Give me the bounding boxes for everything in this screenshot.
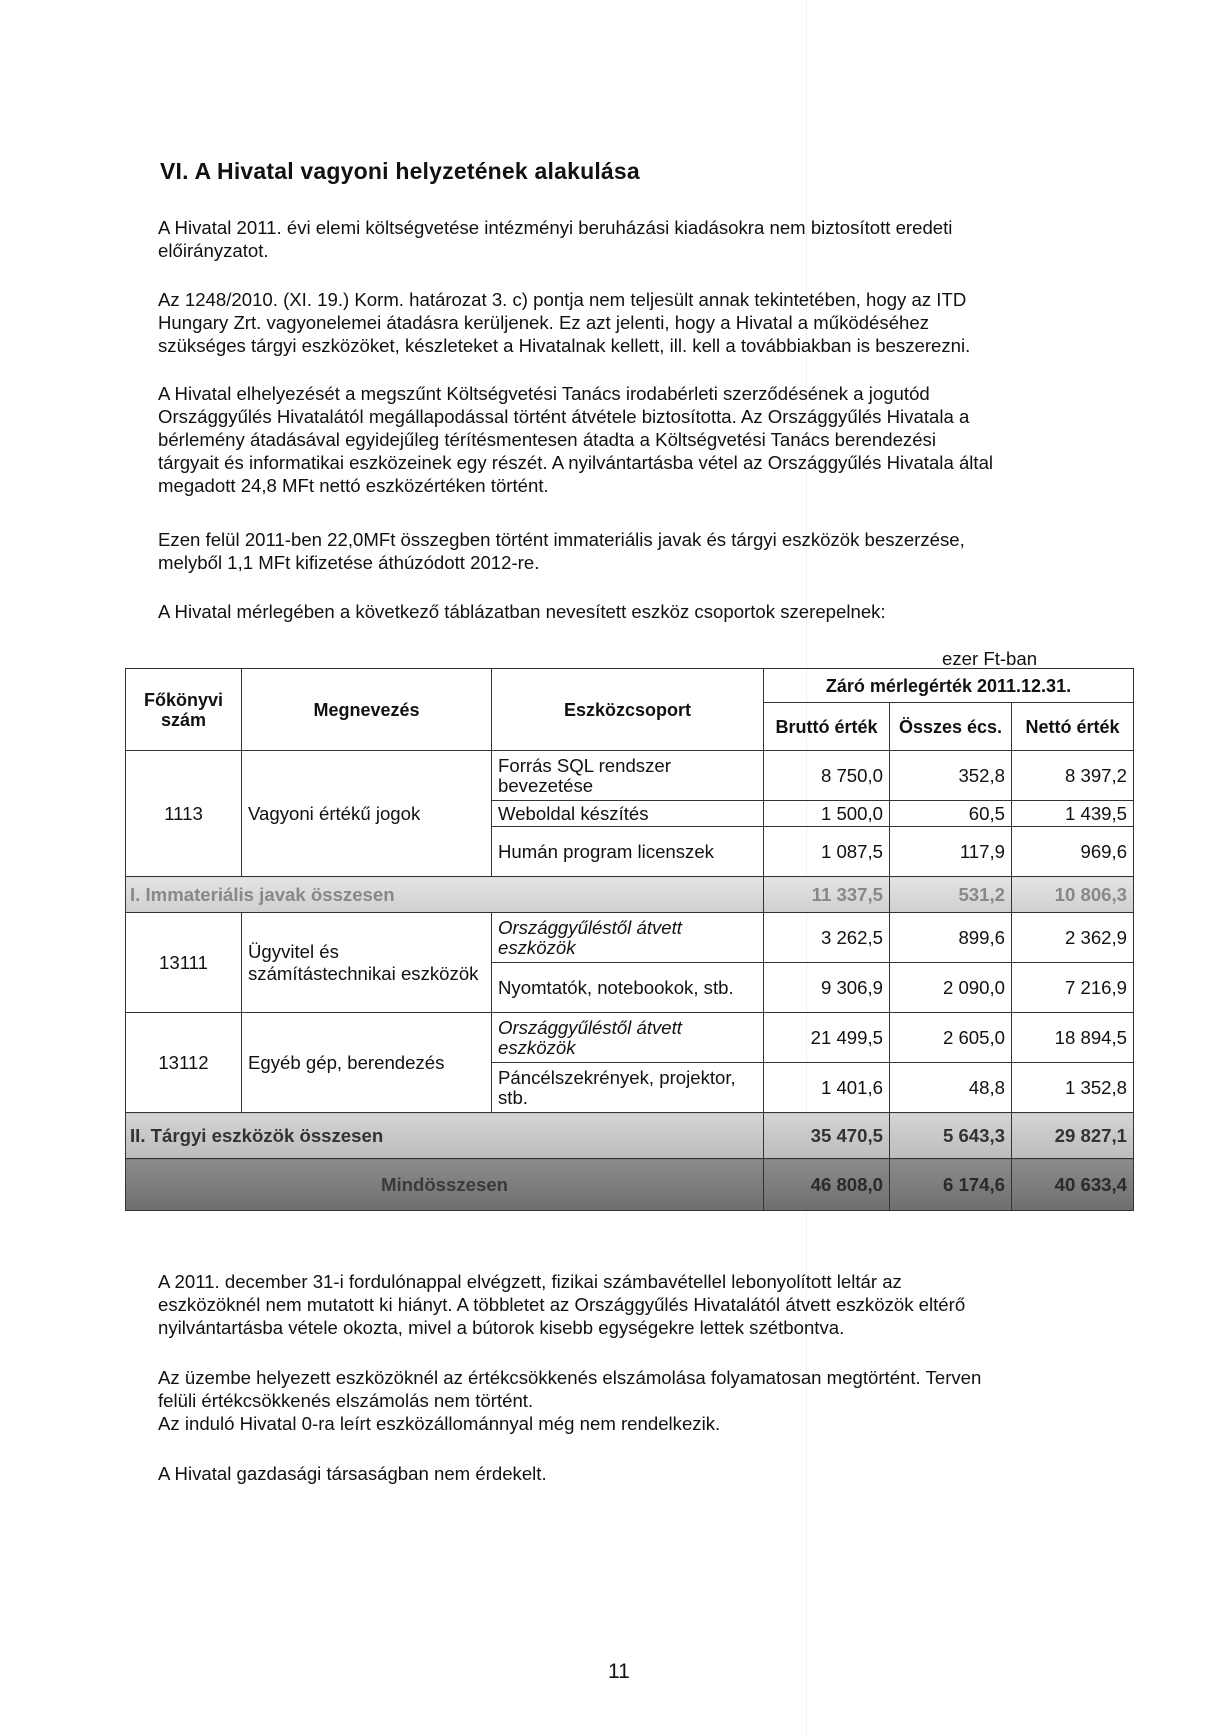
net-cell: 8 397,2 [1012, 751, 1134, 801]
gross-cell: 9 306,9 [764, 963, 890, 1013]
dep-cell: 60,5 [890, 801, 1012, 827]
text-line: tárgyait és informatikai eszközeinek egy részét. A nyilvántartásba vétel az Országgyűlés Hivatala által [158, 452, 994, 473]
dep-cell: 6 174,6 [890, 1159, 1012, 1211]
text-line: A Hivatal 2011. évi elemi költségvetése intézményi beruházási kiadásokra nem biztosított eredeti [158, 217, 953, 238]
gross-cell: 46 808,0 [764, 1159, 890, 1211]
net-cell: 40 633,4 [1012, 1159, 1134, 1211]
paragraph-7 [158, 1366, 1096, 1435]
dep-cell: 117,9 [890, 827, 1012, 877]
text-line: felüli értékcsökkenés elszámolás nem történt. [158, 1390, 534, 1411]
net-cell: 969,6 [1012, 827, 1134, 877]
paragraph-8 [158, 1462, 1096, 1485]
header-ledger-number: Főkönyvi szám [126, 669, 242, 751]
header-total-depreciation: Összes écs. [890, 703, 1012, 751]
paragraph-1 [158, 216, 1096, 262]
group-cell: Forrás SQL rendszer bevezetése [492, 751, 764, 801]
net-cell: 7 216,9 [1012, 963, 1134, 1013]
dep-cell: 531,2 [890, 877, 1012, 913]
name-cell: Ügyvitel és számítástechnikai eszközök [242, 913, 492, 1013]
text-line: Hungary Zrt. vagyonelemei átadásra kerüljenek. Ez azt jelenti, hogy a Hivatal a működéséhez [158, 312, 930, 333]
text-line: Az induló Hivatal 0-ra leírt eszközállománnyal még nem rendelkezik. [158, 1413, 721, 1434]
paragraph-3 [158, 382, 1096, 497]
name-cell: Vagyoni értékű jogok [242, 751, 492, 877]
text-line: Az 1248/2010. (XI. 19.) Korm. határozat 3. c) pontja nem teljesült annak tekintetében, hogy az ITD [158, 289, 967, 310]
text-line: nyilvántartásba vétele okozta, mivel a bútorok kisebb egységekre lettek szétbontva. [158, 1317, 845, 1338]
table-row [126, 1013, 1134, 1063]
text-line: A Hivatal mérlegében a következő táblázatban nevesített eszköz csoportok szerepelnek: [158, 601, 886, 622]
paragraph-5 [158, 600, 1096, 623]
grand-total-row [126, 1159, 1134, 1211]
paragraph-6 [158, 1270, 1096, 1339]
text-line: A Hivatal gazdasági társaságban nem érdekelt. [158, 1463, 547, 1484]
page-number: 11 [608, 1660, 630, 1683]
dep-cell: 2 605,0 [890, 1013, 1012, 1063]
text-line: szükséges tárgyi eszközöket, készleteket a Hivatalnak kellett, ill. kell a továbbiakban is beszerezni. [158, 335, 971, 356]
grand-total-label: Mindösszesen [126, 1159, 764, 1211]
net-cell: 1 439,5 [1012, 801, 1134, 827]
group-cell: Weboldal készítés [492, 801, 764, 827]
net-cell: 10 806,3 [1012, 877, 1134, 913]
gross-cell: 1 500,0 [764, 801, 890, 827]
name-cell: Egyéb gép, berendezés [242, 1013, 492, 1113]
gross-cell: 35 470,5 [764, 1113, 890, 1159]
group-cell: Nyomtatók, notebookok, stb. [492, 963, 764, 1013]
header-name: Megnevezés [242, 669, 492, 751]
dep-cell: 352,8 [890, 751, 1012, 801]
subtotal-label: II. Tárgyi eszközök összesen [126, 1113, 764, 1159]
text-line: előirányzatot. [158, 240, 269, 261]
text-line: megadott 24,8 MFt nettó eszközértéken történt. [158, 475, 549, 496]
dep-cell: 5 643,3 [890, 1113, 1012, 1159]
text-line: melyből 1,1 MFt kifizetése áthúzódott 2012-re. [158, 552, 540, 573]
subtotal-label: I. Immateriális javak összesen [126, 877, 764, 913]
subtotal-row [126, 1113, 1134, 1159]
paragraph-2 [158, 288, 1096, 357]
text-line: Ezen felül 2011-ben 22,0MFt összegben történt immateriális javak és tárgyi eszközök beszerzése, [158, 529, 965, 550]
text-line: bérlemény átadásával egyidejűleg térítésmentesen átadta a Költségvetési Tanács berendezési [158, 429, 936, 450]
text-line: eszközöknél nem mutatott ki hiányt. A többletet az Országgyűlés Hivatalától átvett eszközök eltérő [158, 1294, 966, 1315]
dep-cell: 899,6 [890, 913, 1012, 963]
ledger-code-cell: 13111 [126, 913, 242, 1013]
text-line: Országgyűlés Hivatalától megállapodással történt átvétele biztosította. Az Országgyűlés Hivatala a [158, 406, 970, 427]
net-cell: 29 827,1 [1012, 1113, 1134, 1159]
text-line: A Hivatal elhelyezését a megszűnt Költségvetési Tanács irodabérleti szerződésének a jogutód [158, 383, 930, 404]
table-unit-label: ezer Ft-ban [942, 648, 1038, 669]
asset-table [125, 668, 1134, 1211]
gross-cell: 8 750,0 [764, 751, 890, 801]
text-line: Az üzembe helyezett eszközöknél az értékcsökkenés elszámolása folyamatosan megtörtént. Terven [158, 1367, 982, 1388]
gross-cell: 3 262,5 [764, 913, 890, 963]
gross-cell: 1 087,5 [764, 827, 890, 877]
gross-cell: 11 337,5 [764, 877, 890, 913]
header-gross-value: Bruttó érték [764, 703, 890, 751]
gross-cell: 21 499,5 [764, 1013, 890, 1063]
gross-cell: 1 401,6 [764, 1063, 890, 1113]
section-heading: VI. A Hivatal vagyoni helyzetének alakulása [160, 158, 640, 184]
net-cell: 2 362,9 [1012, 913, 1134, 963]
header-closing-value: Záró mérlegérték 2011.12.31. [764, 669, 1134, 703]
group-cell: Országgyűléstől átvett eszközök [492, 913, 764, 963]
table-row [126, 913, 1134, 963]
ledger-code-cell: 13112 [126, 1013, 242, 1113]
group-cell: Országgyűléstől átvett eszközök [492, 1013, 764, 1063]
net-cell: 18 894,5 [1012, 1013, 1134, 1063]
group-cell: Páncélszekrények, projektor, stb. [492, 1063, 764, 1113]
subtotal-row [126, 877, 1134, 913]
text-line: A 2011. december 31-i fordulónappal elvégzett, fizikai számbavétellel lebonyolított leltár az [158, 1271, 902, 1292]
paragraph-4 [158, 528, 1096, 574]
dep-cell: 2 090,0 [890, 963, 1012, 1013]
dep-cell: 48,8 [890, 1063, 1012, 1113]
header-net-value: Nettó érték [1012, 703, 1134, 751]
group-cell: Humán program licenszek [492, 827, 764, 877]
net-cell: 1 352,8 [1012, 1063, 1134, 1113]
ledger-code-cell: 1113 [126, 751, 242, 877]
header-asset-group: Eszközcsoport [492, 669, 764, 751]
table-row [126, 751, 1134, 801]
